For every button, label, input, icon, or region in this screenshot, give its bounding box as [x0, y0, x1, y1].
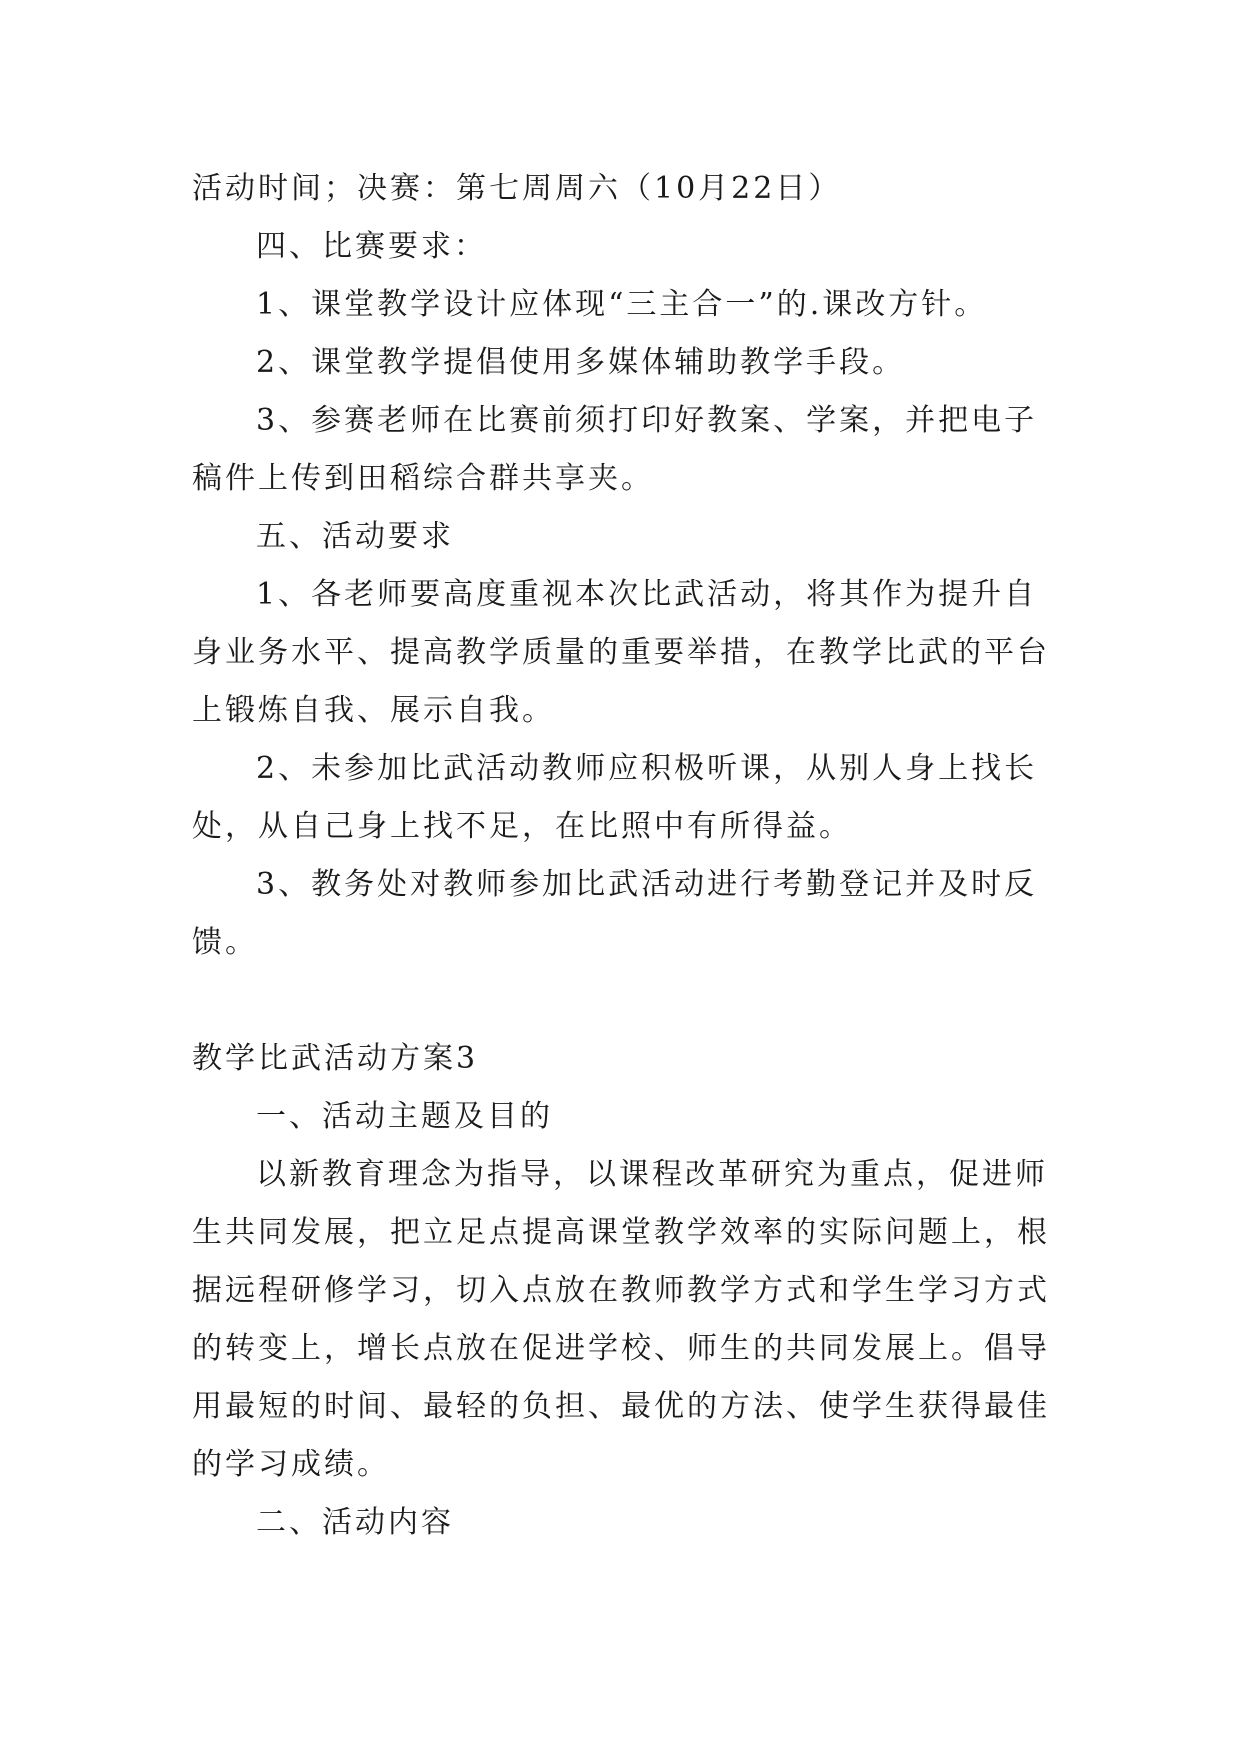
text-line: 以新教育理念为指导，以课程改革研究为重点，促进师 — [256, 1157, 1048, 1192]
text-line: 2、未参加比武活动教师应积极听课，从别人身上找长 — [256, 751, 1038, 786]
section-heading: 二、活动内容 — [256, 1505, 454, 1540]
text-line: 馈。 — [192, 925, 258, 960]
text-line: 1、课堂教学设计应体现“三主合一”的.课改方针。 — [256, 287, 988, 322]
text-line: 上锻炼自我、展示自我。 — [192, 693, 555, 728]
text-line: 处，从自己身上找不足，在比照中有所得益。 — [192, 809, 852, 844]
text-line: 活动时间；决赛：第七周周六（10月22日） — [192, 171, 842, 206]
text-line: 稿件上传到田稻综合群共享夹。 — [192, 461, 654, 496]
text-line: 的转变上，增长点放在促进学校、师生的共同发展上。倡导 — [192, 1331, 1050, 1366]
paragraph-gap — [192, 972, 1054, 1030]
text-line: 3、参赛老师在比赛前须打印好教案、学案，并把电子 — [256, 403, 1038, 438]
text-line: 据远程研修学习，切入点放在教师教学方式和学生学习方式 — [192, 1273, 1050, 1308]
document-body — [192, 160, 1054, 1552]
text-line: 生共同发展，把立足点提高课堂教学效率的实际问题上，根 — [192, 1215, 1050, 1250]
text-line: 3、教务处对教师参加比武活动进行考勤登记并及时反 — [256, 867, 1038, 902]
text-line: 的学习成绩。 — [192, 1447, 390, 1482]
text-line: 2、课堂教学提倡使用多媒体辅助教学手段。 — [256, 345, 906, 380]
document-title: 教学比武活动方案3 — [192, 1041, 479, 1076]
text-line: 身业务水平、提高教学质量的重要举措，在教学比武的平台 — [192, 635, 1050, 670]
text-line: 1、各老师要高度重视本次比武活动，将其作为提升自 — [256, 577, 1038, 612]
section-heading: 四、比赛要求： — [256, 229, 487, 264]
section-heading: 五、活动要求 — [256, 519, 454, 554]
section-heading: 一、活动主题及目的 — [256, 1099, 553, 1134]
text-line: 用最短的时间、最轻的负担、最优的方法、使学生获得最佳 — [192, 1389, 1050, 1424]
